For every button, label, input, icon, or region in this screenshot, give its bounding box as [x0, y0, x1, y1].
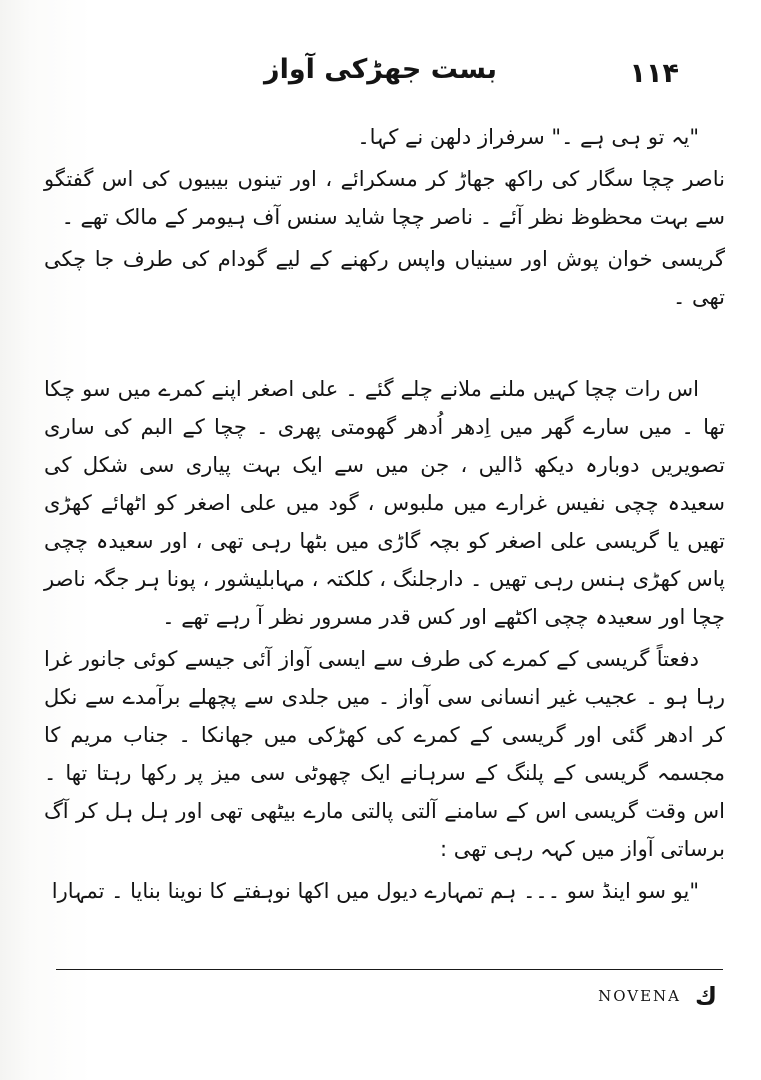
publisher-mark: ك	[695, 982, 717, 1010]
paragraph: دفعتاً گریسی کے کمرے کی طرف سے ایسی آواز آئی جیسے کوئی جانور غرا رہا ہو ۔ عجیب غیر انسانی سی آواز ۔ میں جلدی سے پچھلے برآمدے سے نکل کر ادھر گئی اور گریسی کے کمرے کی کھڑکی میں جھانکا ۔ جناب مریم کا مجسمہ گریسی کے پلنگ کے سرہانے ایک چھوٹی سی میز پر رکھا رہتا تھا ۔ اس وقت گریسی اس کے سامنے آلتی پالتی مارے بیٹھی تھی اور ہل ہل کر آگ برساتی آواز میں کہہ رہی تھی :	[44, 647, 725, 861]
page-footer	[598, 982, 717, 1010]
paragraph: گریسی خوان پوش اور سینیاں واپس رکھنے کے لیے گودام کی طرف جا چکی تھی ۔	[44, 247, 725, 309]
running-title: بست جھڑکی آواز	[264, 54, 497, 85]
text-block-1	[44, 118, 725, 320]
footer-rule	[56, 969, 723, 970]
publisher-name: NOVENA	[598, 987, 681, 1005]
paragraph: "یہ تو ہی ہے ۔" سرفراز دلھن نے کہا۔	[357, 125, 699, 149]
paragraph: ناصر چچا سگار کی راکھ جھاڑ کر مسکرائے ، اور تینوں بیبیوں کی اس گفتگو سے بہت محظوظ نظر آئے ۔ ناصر چچا شاید سنس آف ہیومر کے مالک تھے ۔	[44, 167, 725, 229]
paragraph: "یو سو اینڈ سو ۔۔۔ ہم تمہارے دیول میں اکھا نوہفتے کا نوینا بنایا ۔ تمہارا	[51, 879, 699, 903]
page-number: ۱۱۴	[629, 58, 679, 89]
page-header	[70, 52, 691, 96]
paragraph: اس رات چچا کہیں ملنے ملانے چلے گئے ۔ علی اصغر اپنے کمرے میں سو چکا تھا ۔ میں سارے گھر میں اِدھر اُدھر گھومتی پھری ۔ چچا کے البم کی ساری تصویریں دوبارہ دیکھ ڈالیں ، جن میں سے ایک بہت پیاری سی شکل کی سعیدہ چچی نفیس غرارے میں ملبوس ، گود میں علی اصغر کو اٹھائے کھڑی تھیں یا گریسی علی اصغر کو بچہ گاڑی میں بٹھا رہی تھی ، اور سعیدہ چچی پاس کھڑی ہنس رہی تھیں ۔ دارجلنگ ، کلکتہ ، مہابلیشور ، پونا ہر جگہ ناصر چچا اور سعیدہ چچی اکٹھے اور کس قدر مسرور نظر آ رہے تھے ۔	[44, 377, 725, 629]
text-block-2	[44, 370, 725, 914]
